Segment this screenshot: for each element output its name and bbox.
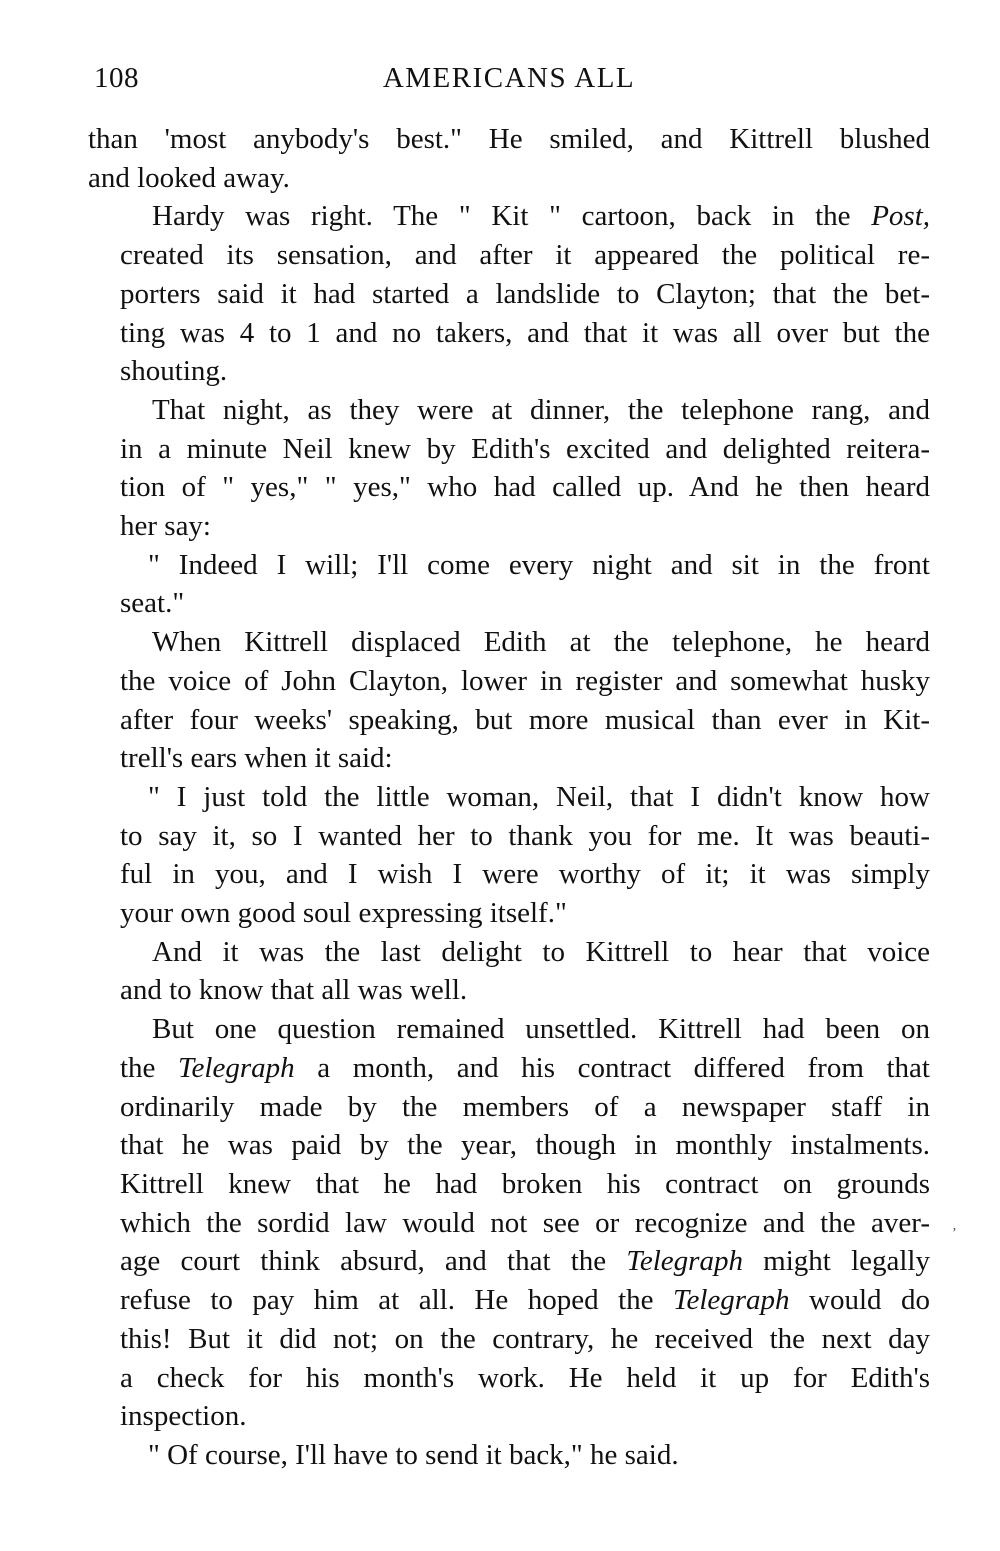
paragraph bbox=[88, 623, 930, 778]
text-line: And it was the last delight to Kittrell to hear that voice bbox=[152, 935, 930, 968]
paragraph bbox=[88, 391, 930, 546]
text-line: Kittrell knew that he had broken his contract on grounds bbox=[120, 1167, 930, 1200]
text-line: seat." bbox=[120, 587, 185, 620]
paragraph bbox=[88, 1436, 930, 1475]
paragraph bbox=[88, 933, 930, 1010]
text-line: that he was paid by the year, though in monthly instalments. bbox=[120, 1129, 930, 1162]
page-header bbox=[88, 58, 930, 102]
text-line: Hardy was right. The " Kit " cartoon, back in the Post, bbox=[152, 200, 930, 233]
italic-title: Telegraph bbox=[178, 1051, 295, 1084]
text-line: in a minute Neil knew by Edith's excited and delighted reitera- bbox=[120, 432, 930, 465]
text-line: shouting. bbox=[120, 355, 228, 388]
text-line: her say: bbox=[120, 510, 211, 543]
paragraph bbox=[88, 120, 930, 197]
margin-mark: ’ bbox=[952, 1226, 957, 1241]
text-line: tion of " yes," " yes," who had called up. And he then heard bbox=[120, 471, 930, 504]
running-head: AMERICANS ALL bbox=[382, 62, 636, 94]
text-line: refuse to pay him at all. He hoped the Telegraph would do bbox=[120, 1284, 931, 1317]
text-line: trell's ears when it said: bbox=[120, 742, 393, 775]
text-line: That night, as they were at dinner, the telephone rang, and bbox=[152, 393, 930, 426]
text-line: porters said it had started a landslide to Clayton; that the bet- bbox=[120, 277, 930, 310]
paragraph bbox=[88, 1010, 930, 1436]
italic-title: Telegraph bbox=[672, 1284, 790, 1317]
text-line: after four weeks' speaking, but more musical than ever in Kit- bbox=[120, 703, 930, 736]
text-line: " Indeed I will; I'll come every night and sit in the front bbox=[148, 548, 930, 581]
paragraph bbox=[88, 546, 930, 623]
book-page bbox=[88, 58, 930, 1475]
text-line: a check for his month's work. He held it up for Edith's bbox=[120, 1361, 930, 1394]
italic-title: Post, bbox=[871, 200, 930, 233]
text-line: to say it, so I wanted her to thank you for me. It was beauti- bbox=[120, 819, 930, 852]
text-line: your own good soul expressing itself." bbox=[120, 897, 567, 930]
text-line: But one question remained unsettled. Kittrell had been on bbox=[152, 1013, 930, 1046]
text-line: inspection. bbox=[120, 1400, 247, 1433]
text-line: than 'most anybody's best." He smiled, and Kittrell blushed bbox=[88, 123, 930, 155]
text-line: and to know that all was well. bbox=[120, 974, 468, 1007]
text-line: this! But it did not; on the contrary, he received the next day bbox=[120, 1322, 930, 1355]
text-line: ordinarily made by the members of a newspaper staff in bbox=[120, 1090, 930, 1123]
italic-title: Telegraph bbox=[626, 1245, 743, 1278]
body-text bbox=[88, 120, 930, 1475]
text-line: the voice of John Clayton, lower in register and somewhat husky bbox=[120, 664, 930, 697]
text-line: created its sensation, and after it appeared the political re- bbox=[120, 239, 930, 272]
text-line: age court think absurd, and that the Telegraph might legally bbox=[120, 1245, 930, 1278]
text-line: " I just told the little woman, Neil, that I didn't know how bbox=[148, 780, 930, 813]
text-line: ful in you, and I wish I were worthy of it; it was simply bbox=[120, 858, 930, 891]
text-line: ting was 4 to 1 and no takers, and that it was all over but the bbox=[120, 316, 930, 349]
text-line: " Of course, I'll have to send it back," he said. bbox=[148, 1438, 679, 1471]
paragraph bbox=[88, 197, 930, 391]
page-number: 108 bbox=[94, 62, 139, 94]
text-line: which the sordid law would not see or recognize and the aver- bbox=[120, 1206, 930, 1239]
text-line: the Telegraph a month, and his contract differed from that bbox=[120, 1051, 930, 1084]
text-line: When Kittrell displaced Edith at the telephone, he heard bbox=[152, 626, 930, 659]
paragraph bbox=[88, 778, 930, 933]
text-line: and looked away. bbox=[88, 161, 290, 194]
